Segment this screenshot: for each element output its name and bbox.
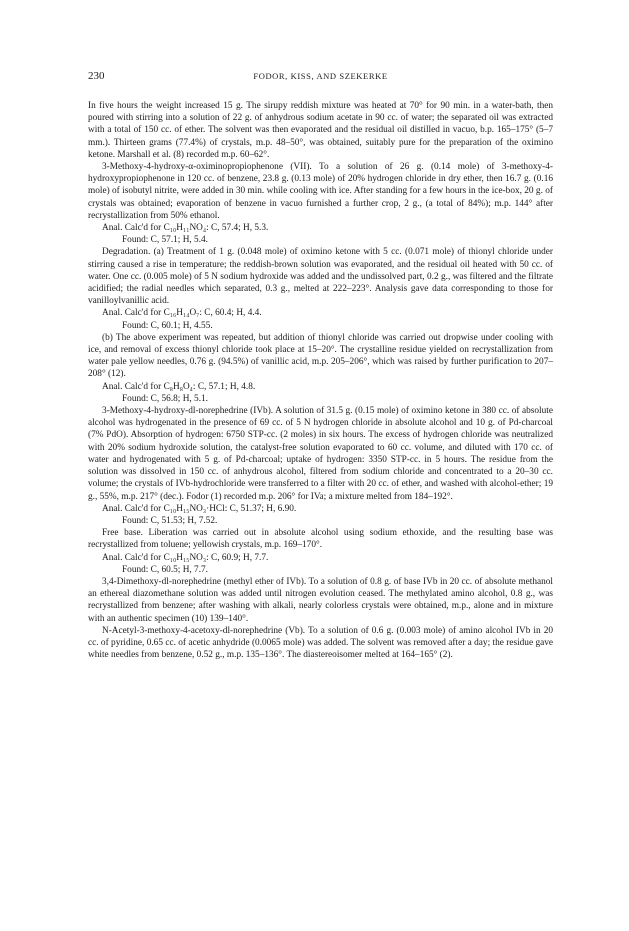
page-header <box>88 70 553 86</box>
paragraph-oximino-ketone: 3-Methoxy-4-hydroxy-α-oximinopropiophenone (VII). To a solution of 26 g. (0.14 mole) of 3-methoxy-4-hydroxypropiophenone in 120 cc. of benzene, 23.8 g. (0.13 mole) of 20% hydrogen chloride in dry ether, then 16.7 g. (0.16 mole) of isobutyl nitrite, were added in 30 min. while cooling with ice. After standing for a few hours in the ice-box, 20 g. of crystals was obtained; evaporation of benzene in vacuo furnished a further crop, 2 g., (a total of 84%); m.p. 144° after recrystallization from 50% ethanol. <box>88 162 553 221</box>
running-head: FODOR, KISS, AND SZEKERKE <box>253 71 388 81</box>
analysis-calculated: Anal. Calc'd for C₁₆H₁₄O₇: C, 60.4; H, 4.4. <box>102 308 262 319</box>
paragraph-dimethoxy: 3,4-Dimethoxy-dl-norephedrine (methyl ether of IVb). To a solution of 0.8 g. of base IVb in 20 cc. of absolute methanol an ethereal diazomethane solution was added until nitrogen evolution ceased. The methylated amino alcohol, 0.8 g., was recrystallized from benzene; after washing with alkali, nearly colorless crystals were obtained, m.p., alone and in mixture with an authentic specimen (10) 139–140°. <box>88 576 553 624</box>
analysis-found: Found: C, 56.8; H, 5.1. <box>122 393 209 404</box>
paragraph-norephedrine: 3-Methoxy-4-hydroxy-dl-norephedrine (IVb). A solution of 31.5 g. (0.15 mole) of oximino ketone in 380 cc. of absolute alcohol was hydrogenated in the presence of 69 cc. of 5 N hydrogen chloride in absolute alcohol and 10 g. of Pd-charcoal (7% PdO). Absorption of hydrogen: 6750 STP-cc. (2 moles) in six hours. The excess of hydrogen chloride was neutralized with 20% sodium hydroxide solution, the catalyst-free solution evaporated to 60 cc. volume, and diluted with 170 cc. of water and hydrogenated with 5 g. of Pd-charcoal; uptake of hydrogen: 3350 STP-cc. in 5 hours. The residue from the solution was dissolved in 150 cc. of anhydrous alcohol, filtered from sodium chloride and concentrated to a 20–30 cc. volume; the crystals of IVb-hydrochloride were transferred to a filter with 20 cc. of ether, and washed with alcohol-ether; 19 g., 55%, m.p. 217° (dec.). Fodor (1) recorded m.p. 206° for IVa; a mixture melted from 184–192°. <box>88 406 553 502</box>
page-number: 230 <box>88 70 105 82</box>
analysis-calculated: Anal. Calc'd for C₁₀H₁₅NO₃: C, 60.9; H, 7.7. <box>102 552 269 563</box>
paragraph-n-acetyl: N-Acetyl-3-methoxy-4-acetoxy-dl-norephedrine (Vb). To a solution of 0.6 g. (0.003 mole) of amino alcohol IVb in 20 cc. of pyridine, 0.65 cc. of acetic anhydride (0.0065 mole) was added. The solvent was removed after a day; the residue gave white needles from benzene, 0.52 g., m.p. 135–136°. The diastereoisomer melted at 164–165° (2). <box>88 625 553 661</box>
analysis-calculated: Anal. Calc'd for C₁₀H₁₁NO₄: C, 57.4; H, 5.3. <box>102 223 269 234</box>
paragraph-degradation-b: (b) The above experiment was repeated, but addition of thionyl chloride was carried out dropwise under cooling with ice, and removal of excess thionyl chloride took place at 15–20°. The crystalline residue yielded on recrystallization from water pale yellow needles, 0.76 g. (94.5%) of vanillic acid, m.p. 205–206°, which was raised by further purification to 207–208° (12). <box>88 332 553 380</box>
analysis-calculated: Anal. Calc'd for C₈H₈O₄: C, 57.1; H, 4.8. <box>102 381 256 392</box>
analysis-calculated: Anal. Calc'd for C₁₀H₁₅NO₃·HCl: C, 51.37; H, 6.90. <box>102 503 297 514</box>
paragraph-free-base: Free base. Liberation was carried out in absolute alcohol using sodium ethoxide, and the resulting base was recrystallized from toluene; yellowish crystals, m.p. 169–170°. <box>88 528 553 551</box>
analysis-found: Found: C, 60.1; H, 4.55. <box>122 320 213 331</box>
analysis-found: Found: C, 57.1; H, 5.4. <box>122 235 209 246</box>
paragraph-propiophenone-prep: In five hours the weight increased 15 g. The sirupy reddish mixture was heated at 70° for 90 min. in a water-bath, then poured with stirring into a solution of 22 g. of anhydrous sodium acetate in 90 cc. of water; the separated oil was extracted with a total of 150 cc. of ether. The solvent was then evaporated and the residual oil distilled in vacuo, b.p. 165–175° (5–7 mm.). Thirteen grams (77.4%) of crystals, m.p. 48–50°, was obtained, suitably pure for the preparation of the oximino ketone. Marshall et al. (8) recorded m.p. 60–62°. <box>88 101 553 160</box>
analysis-found: Found: C, 60.5; H, 7.7. <box>122 564 209 575</box>
article-body <box>88 100 553 661</box>
paragraph-degradation-a: Degradation. (a) Treatment of 1 g. (0.048 mole) of oximino ketone with 5 cc. (0.071 mole) of thionyl chloride under stirring caused a rise in temperature; the reddish-brown solution was evaporated, and the residual oil heated with 50 cc. of water. One cc. (0.005 mole) of 5 N sodium hydroxide was added and the undissolved part, 0.2 g., was filtered and the filtrate acidified; the radial needles which separated, 0.3 g., melted at 222–223°. Analysis gave data corresponding to those for vanilloylvanillic acid. <box>88 247 553 307</box>
analysis-found: Found: C, 51.53; H, 7.52. <box>122 515 218 526</box>
